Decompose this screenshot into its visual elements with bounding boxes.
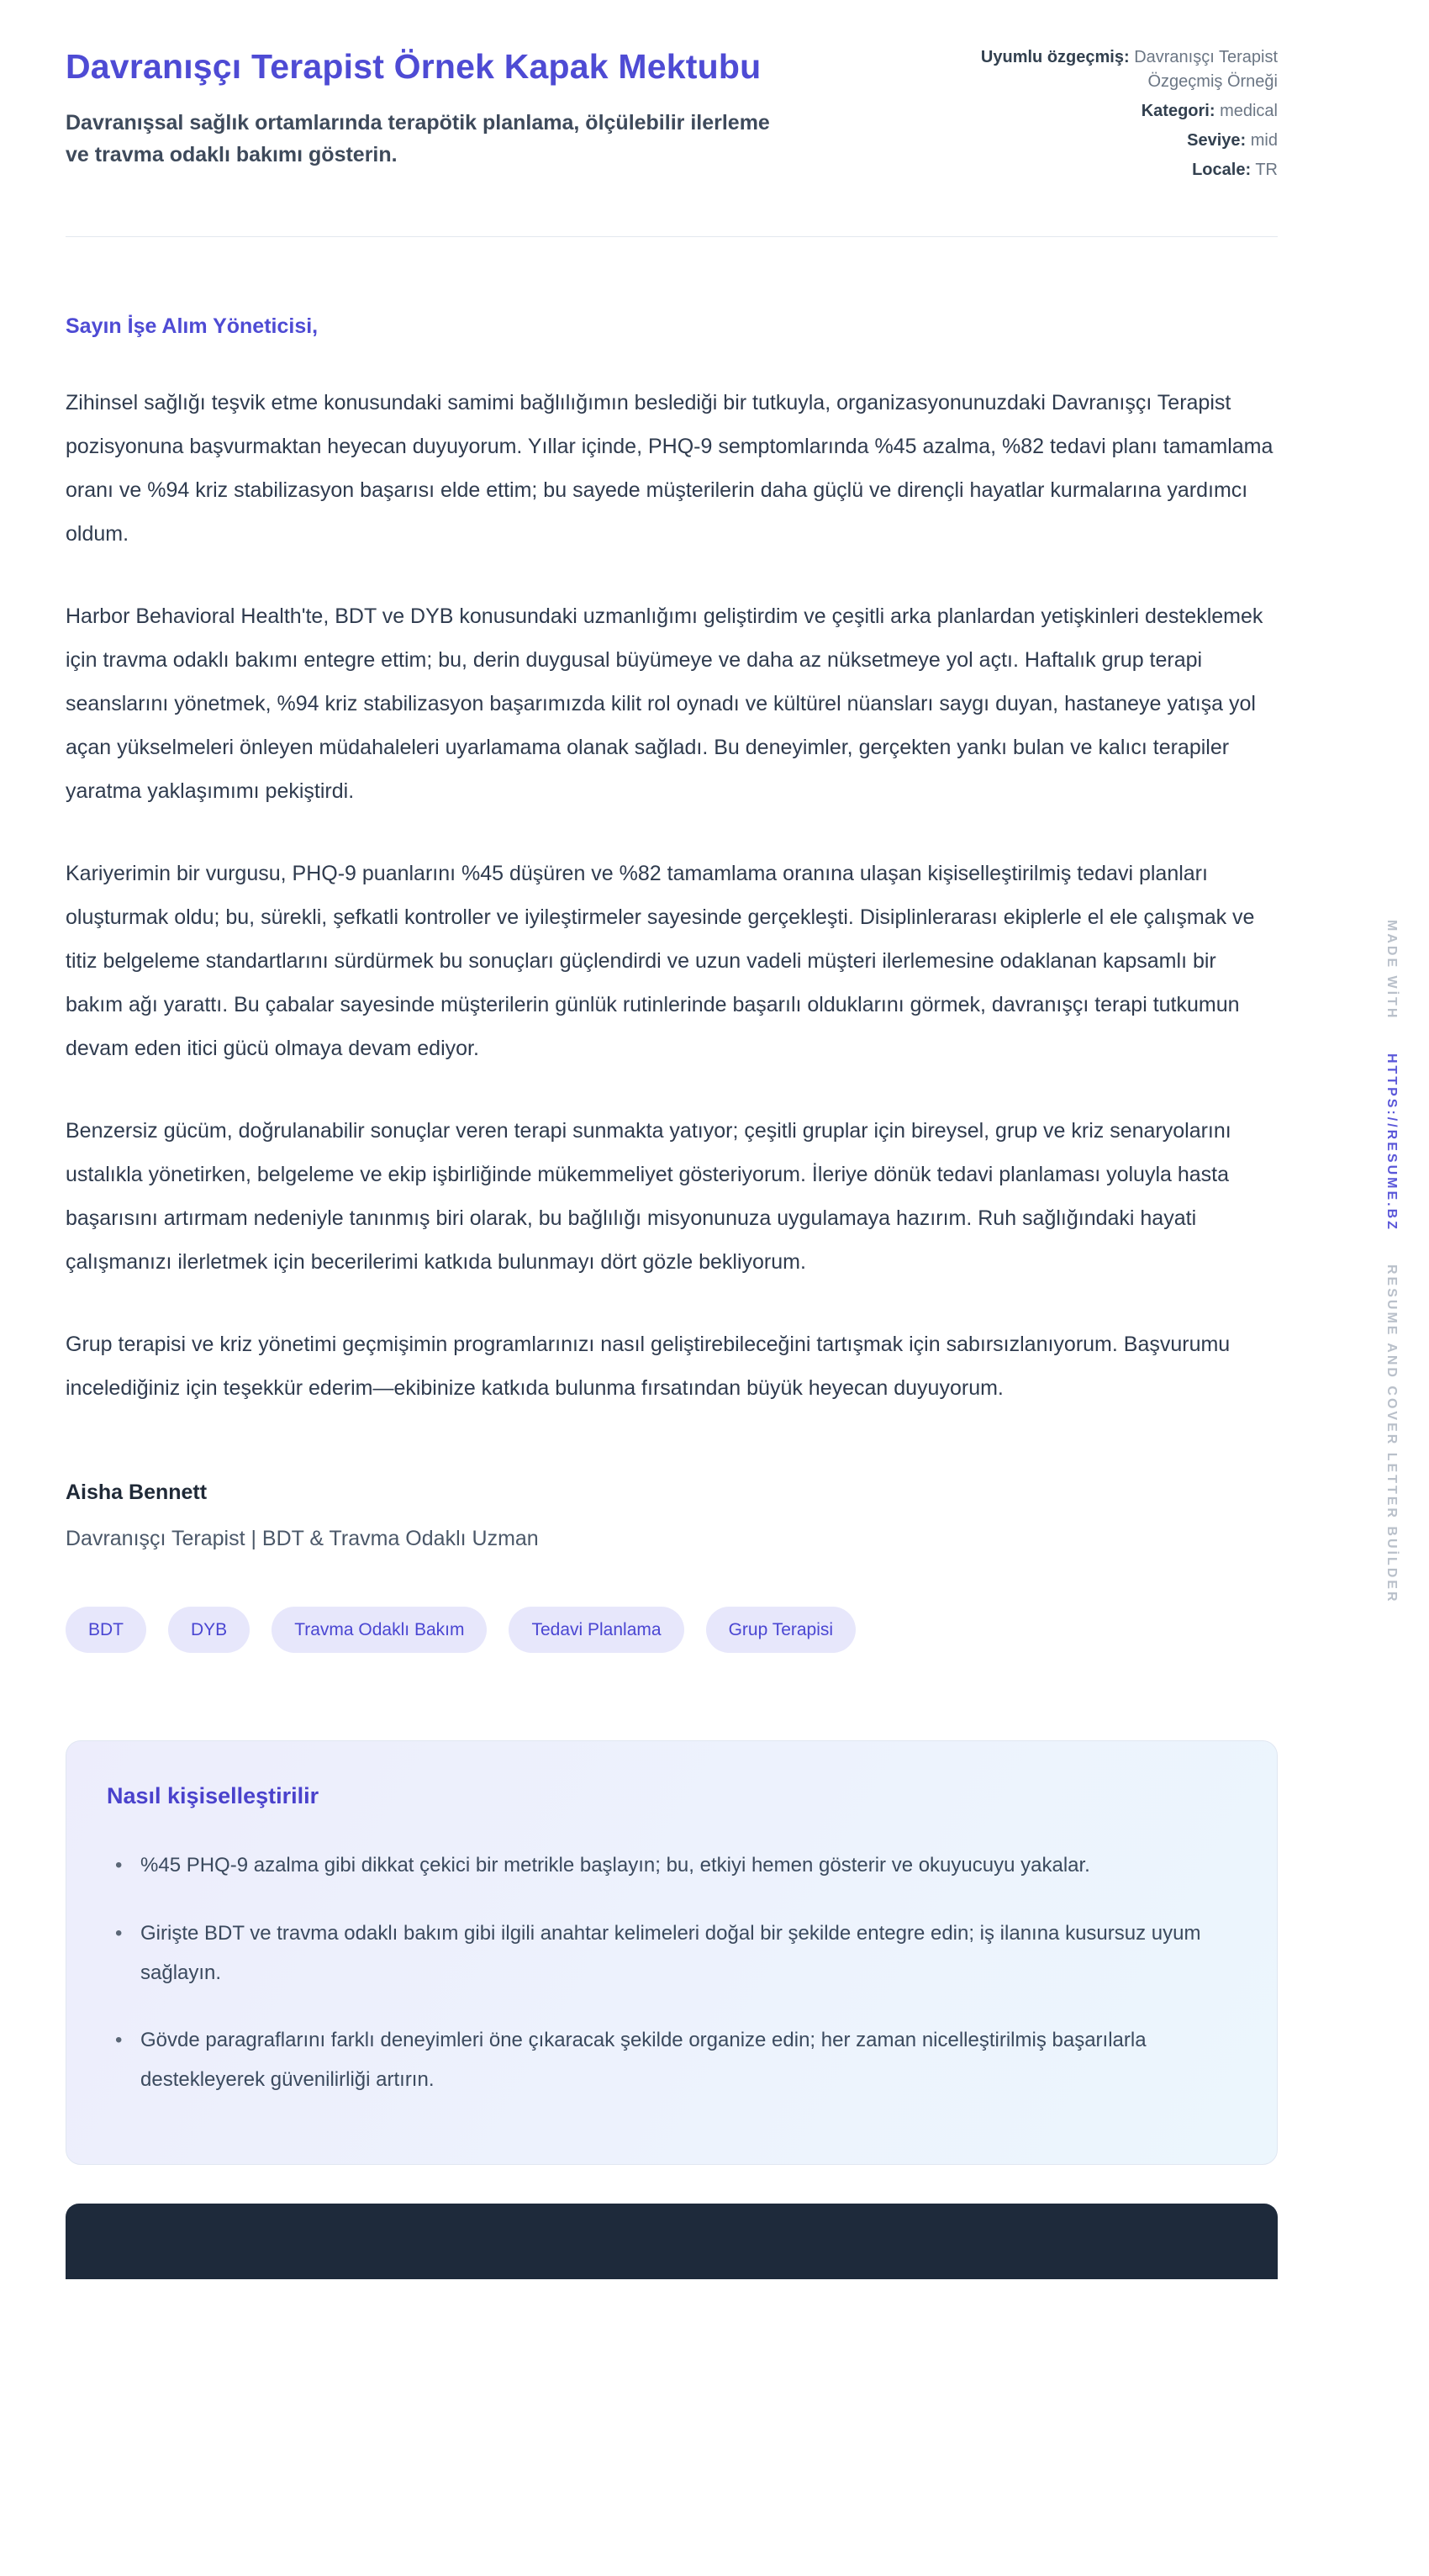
made-with-watermark (1384, 906, 1399, 1618)
page-title: Davranışçı Terapist Örnek Kapak Mektubu (66, 47, 762, 86)
callout-title: Nasıl kişiselleştirilir (107, 1783, 319, 1808)
meta-label: Seviye: (1187, 131, 1247, 150)
meta-value: Davranışçı Terapist Özgeçmiş Örneği (1134, 48, 1278, 91)
meta-label: Uyumlu özgeçmiş: (980, 48, 1130, 66)
letter-paragraph: Grup terapisi ve kriz yönetimi geçmişimin programlarınızı nasıl geliştirebileceğini tartışmak için sabırsızlanıyorum. Başvurumu incelediğiniz için teşekkür ederim—ekibinize katkıda bulunma fırsatından büyük heyecan duyuyorum. (66, 1333, 1231, 1400)
letter-greeting: Sayın İşe Alım Yöneticisi, (66, 314, 319, 338)
letter-paragraph: Harbor Behavioral Health'te, BDT ve DYB konusundaki uzmanlığımı geliştirdim ve çeşitli arka planlardan yetişkinleri desteklemek için travma odaklı bakımı entegre ettim; bu, derin duygusal büyümeye ve daha az nüksetmeye yol açtı. Haftalık grup terapi seanslarını yönetmek, %94 kriz stabilizasyon başarımızda kilit rol oynadı ve kültürel nüansları saygı duyan, hastaneye yatışa yol açan yükselmeleri önleyen müdahaleleri uyarlamama olanak sağladı. Bu deneyimler, gerçekten yankı bulan ve kalıcı terapiler yaratma yaklaşımımı pekiştirdi. (66, 604, 1263, 803)
skill-tag-pill[interactable]: DYB (168, 1607, 250, 1653)
letter-content (66, 314, 1278, 2279)
meta-label: Locale: (1192, 161, 1252, 179)
letter-paragraph: Kariyerimin bir vurgusu, PHQ-9 puanlarını %45 düşüren ve %82 tamamlama oranına ulaşan kişiselleştirilmiş tedavi planları oluşturmak oldu; bu, sürekli, şefkatli kontroller ve iyileştirmeler sayesinde gerçekleşti. Disiplinlerarası ekiplerle el ele çalışmak ve titiz belgeleme standartlarını sürdürmek bu sonuçları güçlendirdi ve uzun vadeli müşteri ilerlemesine odaklanan kapsamlı bir bakım ağı yarattı. Bu çabalar sayesinde müşterilerin günlük rutinlerinde başarılı olduklarını görmek, davranışçı terapi tutkumun devam eden itici gücü olmaya devam ediyor. (66, 862, 1255, 1060)
footer-bar (66, 2204, 1278, 2279)
watermark-suffix: RESUME AND COVER LETTER BUİLDER (1384, 1264, 1399, 1604)
page-header (66, 44, 1278, 187)
meta-row (916, 45, 1278, 94)
skill-tag-list (66, 1607, 1278, 1653)
meta-row (916, 99, 1278, 124)
page-subtitle: Davranışsal sağlık ortamlarında terapötik planlama, ölçülebilir ilerleme ve travma odaklı bakımı gösterin. (66, 111, 770, 166)
callout-bullet: • %45 PHQ-9 azalma gibi dikkat çekici bir metrikle başlayın; bu, etkiyi hemen gösterir ve okuyucuyu yakalar. (107, 1846, 1237, 1886)
meta-row (916, 129, 1278, 153)
meta-value: TR (1255, 161, 1278, 179)
title-block (66, 44, 788, 171)
how-to-personalize-callout (66, 1740, 1278, 2165)
letter-paragraph: Zihinsel sağlığı teşvik etme konusundaki samimi bağlılığımın beslediği bir tutkuyla, organizasyonunuzdaki Davranışçı Terapist pozisyonuna başvurmaktan heyecan duyuyorum. Yıllar içinde, PHQ-9 semptomlarında %45 azalma, %82 tedavi planı tamamlama oranı ve %94 kriz stabilizasyon başarısı elde ettim; bu sayede müşterilerin daha güçlü ve dirençli hayatlar kurmalarına yardımcı oldum. (66, 391, 1273, 546)
resume-bz-link[interactable]: HTTPS://RESUME.BZ (1384, 1053, 1399, 1232)
watermark-prefix: MADE WİTH (1384, 920, 1399, 1021)
skill-tag-pill[interactable]: Grup Terapisi (706, 1607, 857, 1653)
header-divider (66, 236, 1278, 237)
callout-bullet: • Gövde paragraflarını farklı deneyimleri öne çıkaracak şekilde organize edin; her zaman nicelleştirilmiş başarılarla destekleyerek güvenilirliği artırın. (107, 2021, 1237, 2100)
meta-label: Kategori: (1141, 102, 1215, 120)
skill-tag-pill[interactable]: Tedavi Planlama (509, 1607, 683, 1653)
callout-bullet-list (107, 1846, 1237, 2100)
letter-paragraph: Benzersiz gücüm, doğrulanabilir sonuçlar veren terapi sunmakta yatıyor; çeşitli gruplar için bireysel, grup ve kriz senaryolarını ustalıkla yönetirken, belgeleme ve ekip işbirliğinde mükemmeliyet gösteriyorum. İleriye dönük tedavi planlaması yoluyla hasta başarısını artırmam nedeniyle tanınmış biri olarak, bu bağlılığı misyonunuza uygulamaya hazırım. Ruh sağlığındaki hayati çalışmanızı ilerletmek için becerilerimi katkıda bulunmayı dört gözle bekliyorum. (66, 1119, 1231, 1274)
callout-bullet: • Girişte BDT ve travma odaklı bakım gibi ilgili anahtar kelimeleri doğal bir şekilde entegre edin; iş ilanına kusursuz uyum sağlayın. (107, 1914, 1237, 1993)
skill-tag-pill[interactable]: BDT (66, 1607, 146, 1653)
signature-name: Aisha Bennett (66, 1481, 208, 1504)
meta-value: medical (1220, 102, 1278, 120)
meta-value: mid (1250, 131, 1278, 150)
resume-meta-panel (916, 44, 1278, 187)
signature-title: Davranışçı Terapist | BDT & Travma Odaklı Uzman (66, 1527, 539, 1550)
skill-tag-pill[interactable]: Travma Odaklı Bakım (272, 1607, 487, 1653)
letter-body (66, 381, 1278, 1410)
meta-row (916, 158, 1278, 182)
